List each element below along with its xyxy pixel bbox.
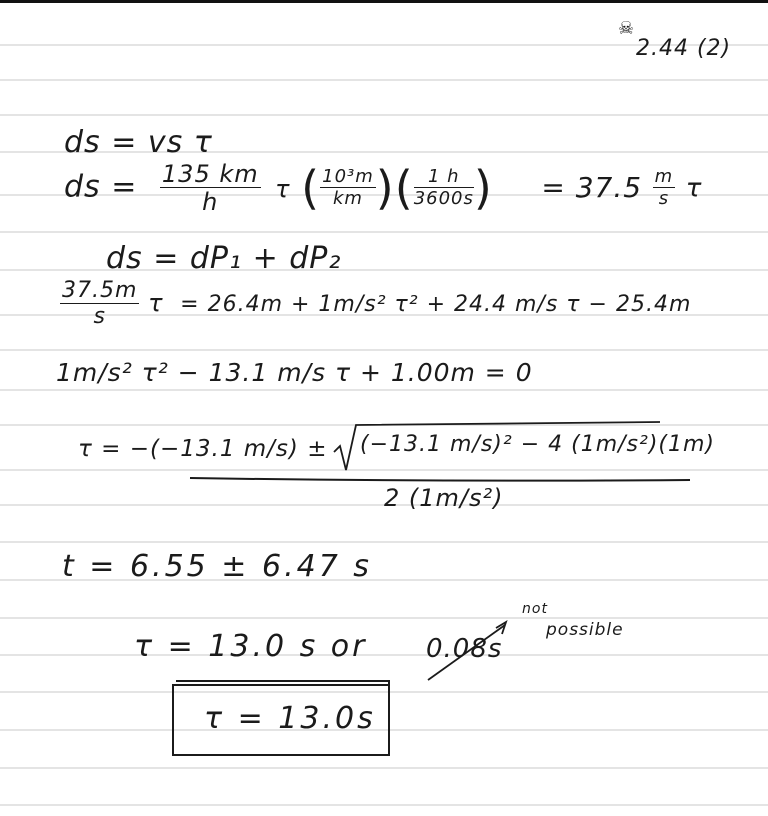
open-paren-2: (	[394, 161, 414, 215]
note-not: not	[522, 601, 548, 617]
open-paren: (	[301, 161, 321, 215]
l2-time: τ	[275, 174, 291, 203]
hour-fraction	[414, 168, 474, 208]
equation-distance-def: ds = vs τ	[64, 125, 213, 160]
speed-denominator: h	[202, 188, 219, 216]
equation-roots: τ = 13.0 s or	[134, 629, 368, 664]
mps-denominator: s	[658, 188, 670, 209]
formula-numerator-left: τ = −(−13.1 m/s) ±	[78, 436, 328, 462]
struck-root: 0.08s	[426, 634, 503, 664]
l2-lhs: ds =	[64, 169, 138, 205]
hour-denominator: 3600s	[413, 188, 474, 209]
equation-speed-conversion	[64, 162, 702, 214]
close-paren: )	[375, 161, 395, 215]
formula-root-content: (−13.1 m/s)² − 4 (1m/s²)(1m)	[360, 432, 715, 457]
equation-distance-sum: ds = dP₁ + dP₂	[106, 241, 342, 276]
mps-numerator: m	[654, 166, 674, 187]
scribble-mark: ☠	[618, 18, 636, 39]
speed-frac-375	[60, 280, 139, 328]
note-possible: possible	[546, 620, 624, 640]
l4-numerator: 37.5m	[62, 278, 138, 303]
km-numerator: 10³m	[322, 166, 374, 187]
hour-numerator: 1 h	[414, 168, 474, 188]
problem-reference: 2.44 (2)	[636, 36, 732, 61]
l4-rhs: = 26.4m + 1m/s² τ² + 24.4 m/s τ − 25.4m	[180, 292, 692, 317]
equation-quadratic: 1m/s² τ² − 13.1 m/s τ + 1.00m = 0	[56, 358, 533, 387]
quadratic-fraction-bar	[190, 478, 690, 481]
l2-rhs-time: τ	[685, 173, 703, 204]
km-fraction	[320, 168, 376, 208]
speed-fraction	[160, 162, 261, 214]
equation-solution: t = 6.55 ± 6.47 s	[62, 549, 372, 584]
l4-denominator: s	[93, 304, 106, 329]
mps-fraction	[653, 168, 676, 208]
formula-denominator: 2 (1m/s²)	[384, 484, 504, 512]
l2-rhs: = 37.5	[541, 170, 643, 204]
close-paren-2: )	[473, 161, 493, 215]
l4-time: τ	[148, 289, 164, 317]
equation-substituted	[60, 280, 691, 328]
km-denominator: km	[332, 188, 363, 209]
final-answer: τ = 13.0s	[204, 701, 376, 736]
speed-numerator: 135 km	[161, 160, 259, 188]
